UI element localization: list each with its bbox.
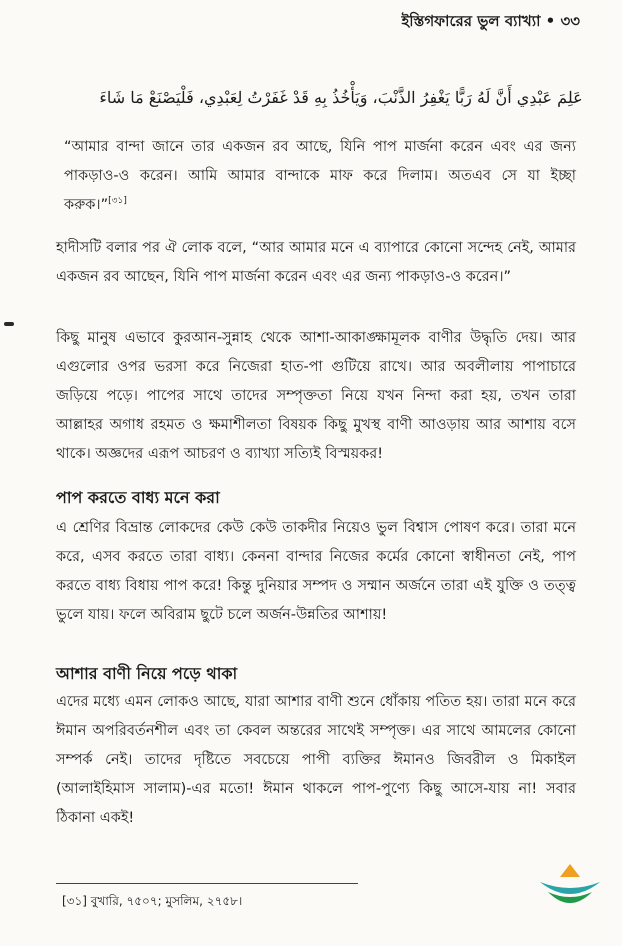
- section-text-compelled: এ শ্রেণির বিভ্রান্ত লোকদের কেউ কেউ তাকদীর নিয়েও ভুল বিশ্বাস পোষণ করে। তারা মনে করে, এসব করতে তারা বাধ্য। কেননা বান্দার নিজের কর্মের কোনো স্বাধীনতা নেই, পাপ করতে বাধ্য বিধায় পাপ করে! কিন্তু দুনিয়ার সম্পদ ও সম্মান অর্জনে তারা এই যুক্তি ও তত্ত্ব ভুলে যায়। ফলে অবিরাম ছুটে চলে অর্জন-উন্নতির আশায়!: [56, 520, 576, 623]
- publisher-logo-icon: [534, 860, 606, 912]
- hadith-quote-text: “আমার বান্দা জানে তার একজন রব আছে, যিনি পাপ মার্জনা করেন এবং এর জন্য পাকড়াও-ও করেন। আমি আমার বান্দাকে মাফ করে দিলাম। অতএব সে যা ইচ্ছা করুক।”: [64, 139, 576, 213]
- running-header: [401, 10, 580, 35]
- header-separator: •: [545, 12, 556, 30]
- section-heading-hope: আশার বাণী নিয়ে পড়ে থাকা: [56, 664, 238, 683]
- arabic-hadith-text: عَلِمَ عَبْدِي أَنَّ لَهُ رَبًّا يَغْفِرُ الذَّنْبَ، وَيَأْخُذُ بِهِ قَدْ غَفَرْتُ لِعَبْدِي، فَلْيَصْنَعْ مَا شَاءَ: [99, 88, 583, 107]
- logo-orange-mark: [560, 864, 580, 877]
- paragraph-hope-quotes: কিছু মানুষ এভাবে কুরআন-সুন্নাহ থেকে আশা-আকাঙ্ক্ষামূলক বাণীর উদ্ধৃতি দেয়। আর এগুলোর ওপর ভরসা করে নিজেরা হাত-পা গুটিয়ে রাখে। আর অবলীলায় পাপাচারে জড়িয়ে পড়ে। পাপের সাথে তাদের সম্পৃক্ততা নিয়ে যখন নিন্দা করা হয়, তখন তারা আল্লাহর অগাধ রহমত ও ক্ষমাশীলতা বিষয়ক কিছু মুখস্থ বাণী আওড়ায় আর আশায় বসে থাকে। অজ্ঞদের এরূপ আচরণ ও ব্যাখ্যা সত্যিই বিস্ময়কর!: [56, 330, 576, 462]
- footnote-reference[interactable]: [৩১]: [108, 196, 127, 207]
- page-number: ৩৩: [560, 12, 580, 30]
- hadith-quote: [64, 133, 576, 220]
- footnote-divider: [56, 883, 358, 884]
- section-text-hope: এদের মধ্যে এমন লোকও আছে, যারা আশার বাণী শুনে ধোঁকায় পতিত হয়। তারা মনে করে ঈমান অপরিবর্তনশীল এবং তা কেবল অন্তরের সাথেই সম্পৃক্ত। এর সাথে আমলের কোনো সম্পর্ক নেই। তাদের দৃষ্টিতে সবচেয়ে পাপী ব্যক্তির ঈমানও জিবরীল ও মিকাইল (আলাইহিমাস সালাম)-এর মতো! ঈমান থাকলে পাপ-পুণ্যে কিছু আসে-যায় না! সবার ঠিকানা একই!: [56, 694, 576, 826]
- logo-teal-wing: [540, 882, 600, 894]
- paragraph-after-hadith: হাদীসটি বলার পর ঐ লোক বলে, “আর আমার মনে এ ব্যাপারে কোনো সন্দেহ নেই, আমার একজন রব আছেন, যিনি পাপ মার্জনা করেন এবং এর জন্য পাকড়াও-ও করেন।”: [56, 240, 576, 285]
- header-title: ইস্তিগফারের ভুল ব্যাখ্যা: [401, 12, 541, 30]
- margin-mark: [4, 322, 14, 326]
- section-heading-compelled: পাপ করতে বাধ্য মনে করা: [56, 488, 220, 507]
- footnote: [৩১] বুখারি, ৭৫০৭; মুসলিম, ২৭৫৮।: [62, 894, 243, 908]
